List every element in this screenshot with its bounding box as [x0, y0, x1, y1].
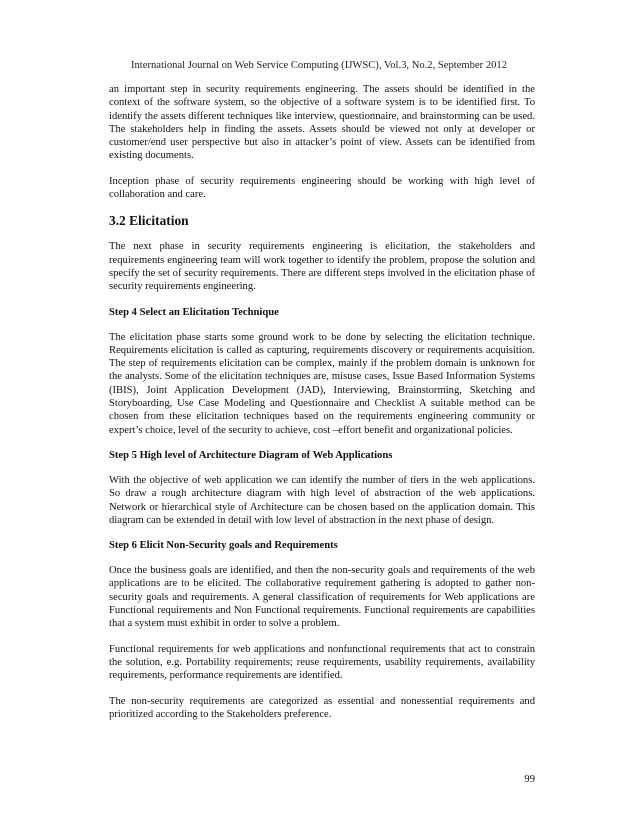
step-5-heading: Step 5 High level of Architecture Diagram of Web Applications	[109, 449, 393, 461]
paragraph-non-security-requirements: The non-security requirements are categorized as essential and nonessential requirements and prioritized according to the Stakeholders preference.	[109, 695, 535, 720]
paragraph-step-5: With the objective of web application we can identify the number of tiers in the web applications. So draw a rough architecture diagram with high level of abstraction of the web applications. Network or hierarchical style of Architecture can be chosen based on the application domain. This diagram can be extended in detail with low level of abstraction in the next phase of design.	[109, 474, 535, 526]
paragraph-functional-requirements: Functional requirements for web applications and nonfunctional requirements that act to constrain the solution, e.g. Portability requirements; reuse requirements, usability requirements, availability requirements, performance requirements are identified.	[109, 643, 535, 682]
running-header: International Journal on Web Service Computing (IJWSC), Vol.3, No.2, September 2012	[130, 60, 508, 71]
body-text	[109, 83, 535, 733]
paragraph-inception: Inception phase of security requirements engineering should be working with high level of collaboration and care.	[109, 175, 535, 201]
step-6-heading: Step 6 Elicit Non-Security goals and Requirements	[109, 540, 338, 552]
paragraph-step-6: Once the business goals are identified, and then the non-security goals and requirements of the web applications are to be elicited. The collaborative requirement gathering is adopted to gather non-security goals and requirements. A general classification of requirements for Web applications are Functional requirements and Non Functional requirements. Functional requirements are capabilities that a system must exhibit in order to solve a problem.	[109, 565, 535, 630]
page-number: 99	[524, 774, 535, 785]
step-4-heading: Step 4 Select an Elicitation Technique	[109, 306, 279, 318]
paragraph-step-4: The elicitation phase starts some ground work to be done by selecting the elicitation technique. Requirements elicitation is called as capturing, requirements discovery or requirements acquisition. The step of requirements elicitation can be complex, mainly if the problem domain is unknown for the analysts. Some of the elicitation techniques are, misuse cases, Issue Based Information Systems (IBIS), Joint Application Development (JAD), Interviewing, Brainstorming, Sketching and Storyboarding, Use Case Modeling and Questionnaire and Checklist A suitable method can be chosen from these elicitation techniques based on the requirements engineering community or expert’s choice, level of the security to achieve, cost –effort benefit and organizational policies.	[109, 331, 535, 436]
paragraph-elicitation-intro: The next phase in security requirements engineering is elicitation, the stakeholders and requirements engineering team will work together to identify the problem, propose the solution and specify the set of security requirements. There are different steps involved in the elicitation phase of security requirements engineering.	[109, 241, 535, 293]
paragraph-assets: an important step in security requirements engineering. The assets should be identified in the context of the software system, so the objective of a software system is to be identified first. To identify the assets different techniques like interview, questionnaire, and brainstorming can be used. The stakeholders help in finding the assets. Assets should be viewed not only at developer or customer/end user perspective but also in attacker’s point of view. Assets can be identified from existing documents.	[109, 84, 535, 162]
section-heading-elicitation: 3.2 Elicitation	[109, 213, 189, 229]
